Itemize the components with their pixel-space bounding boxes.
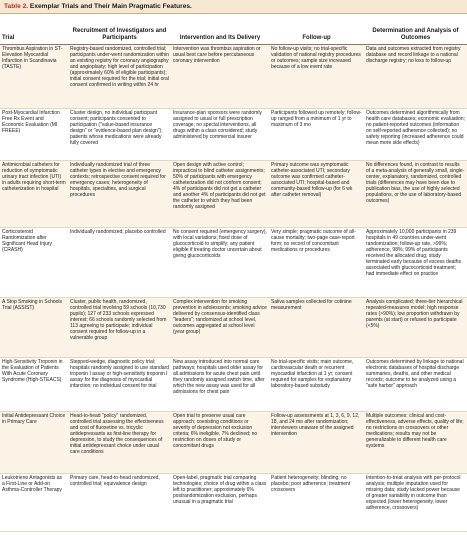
table-row	[0, 474, 467, 532]
cell-outcomes: Multiple outcomes: clinical and cost-effectiveness, adverse effects, quality of life; no restrictions on crossovers or other medications; results may not be generalizable to different health care systems	[364, 412, 467, 474]
cell-recruitment: Cluster, public health, randomized, controlled trial involving 59 schools (10,730 pupils); 127 of 233 schools expressed interest; 66 schools randomly selected from 113 agreeing to participate; individual consent required for follow-up in a vulnerable group	[68, 298, 171, 358]
table-row	[0, 161, 467, 228]
cell-recruitment: Individually randomized trial of three catheter types in elective and emergency contexts; retrospective consent required for emergency cases; heterogeneity of hospitals, specialties, and surgical procedures	[68, 161, 171, 228]
cell-intervention: New assay introduced into normal care pathways; hospitals used older assay for all admissions for acute chest pain until they randomly assigned switch time, after which the new assay was used for all admissions for chest pain	[171, 358, 269, 412]
header-followup: Follow-up	[269, 14, 364, 45]
cell-recruitment: Individually randomized; placebo controlled	[68, 228, 171, 298]
cell-recruitment: Primary care, head-to-head randomized, controlled trial; equivalence design	[68, 474, 171, 532]
cell-trial: A Stop Smoking in Schools Trial (ASSIST)	[0, 298, 68, 358]
cell-recruitment: Head-to-head "policy" randomized, controlled trial assessing the effectiveness and cost of fluoxetine vs. tricyclic antidepressants as first-line therapy for depression, to study the consequences of initial antidepressant choice under usual care conditions	[68, 412, 171, 474]
cell-intervention: Open design with active control; impractical to blind catheter assignments; 50% of participants with emergency catheterization did not conform consent; 4% of participants did not get a catheter and another 4% of participants did not get the catheter to which they had been randomly assigned	[171, 161, 269, 228]
header-trial: Trial	[0, 14, 68, 45]
cell-intervention: No consent required (emergency surgery), with local variations; fixed dose of glucocorticoid to simplify; any patient eligible if treating doctor uncertain about giving glucocorticoids	[171, 228, 269, 298]
cell-followup: Very simple; pragmatic outcome of all-cause mortality; two-page case-report form; no record of concomitant medications or procedures	[269, 228, 364, 298]
header-row	[0, 14, 467, 45]
cell-followup: Follow-up assessments at 1, 3, 6, 9, 12, 18, and 24 mo after randomization; interviewers unaware of the assigned intervention	[269, 412, 364, 474]
cell-intervention: Insurance-plan sponsors were randomly assigned to usual or full prescription coverage; no special interventions, all drugs within a class considered; study administered by commercial insurer	[171, 109, 269, 161]
cell-outcomes: Outcomes determined algorithmically from health care databases; economic evaluation; no patient-reported outcomes (information on self-reported adherence collected); no safety reporting (increased adherence could mean more side effects)	[364, 109, 467, 161]
cell-followup: Saliva samples collected for cotinine measurement	[269, 298, 364, 358]
table-number: Table 2.	[4, 3, 29, 10]
cell-outcomes: Outcomes determined by linkage to national electronic databases of hospital discharge summaries, deaths, and other medical records; outcome to be analyzed using a "safe harbor" approach	[364, 358, 467, 412]
table-row	[0, 298, 467, 358]
cell-trial: Initial Antidepressant Choice in Primary Care	[0, 412, 68, 474]
cell-outcomes: No differences found, in contrast to results of a meta-analysis of generally small, single-center, explanatory, randomized, controlled trials (differences may have been due to publication bias, the use of highly selected populations, or the use of laboratory-based outcomes)	[364, 161, 467, 228]
cell-followup: Primary outcome was symptomatic catheter-associated UTI; secondary outcome was confirmed catheter-associated UTI; hospital-based and community-based follow-up (for 6 wk after catheter removal)	[269, 161, 364, 228]
cell-intervention: Intervention was thrombus aspiration or usual best care before percutaneous coronary intervention	[171, 45, 269, 109]
cell-intervention: Complex intervention for smoking prevention in adolescents; smoking advice delivered by consensus-identified class "leaders"; randomized at school level, outcomes aggregated at school level (year group)	[171, 298, 269, 358]
cell-trial: High-Sensitivity Troponin in the Evaluation of Patients With Acute Coronary Syndrome (High-STEACS)	[0, 358, 68, 412]
header-intervention: Intervention and Its Delivery	[171, 14, 269, 45]
header-recruitment: Recruitment of Investigators and Participants	[68, 14, 171, 45]
table-row	[0, 412, 467, 474]
cell-intervention: Open-label, pragmatic trial comparing technologies; choice of drug within a class left to practitioner; approximately 6% postrandomization exclusion, perhaps unusual in a pragmatic trial	[171, 474, 269, 532]
cell-followup: Participants followed up remotely; follow-up ranged from a minimum of 1 yr to maximum of 3 mo	[269, 109, 364, 161]
cell-recruitment: Stepped-wedge, diagnostic policy trial; hospitals randomly assigned to use standard troponin I assay or high-sensitivity troponin I assay for the diagnosis of myocardial infarction; no individual consent for trial	[68, 358, 171, 412]
table-title-bar	[0, 0, 467, 14]
cell-trial: Antimicrobial catheters for reduction of symptomatic urinary tract infection (UTI) in adults requiring short-term catheterization in hospital	[0, 161, 68, 228]
cell-trial: Thrombus Aspiration in ST-Elevation Myocardial Infarction in Scandinavia (TASTE)	[0, 45, 68, 109]
cell-trial: Leukotriene Antagonists as a First-Line or Add-on Asthma-Controller Therapy	[0, 474, 68, 532]
table-row	[0, 109, 467, 161]
cell-trial: Corticosteroid Randomization after Significant Head Injury (CRASH)	[0, 228, 68, 298]
table-title: Exemplar Trials and Their Main Pragmatic Features.	[29, 3, 192, 10]
cell-followup: No follow-up visits; no trial-specific validation of national registry procedures or outcomes; sample size increased because of a low event rate	[269, 45, 364, 109]
cell-followup: Patient heterogeneity; blinding; no placebo; poor adherence; treatment crossovers	[269, 474, 364, 532]
table-row	[0, 358, 467, 412]
cell-intervention: Open trial to preserve usual care approach; coexisting conditions or severity of depression not exclusion criteria; 6% ineligible, 7% declined; no restriction on doses of study or concomitant drugs	[171, 412, 269, 474]
trials-table	[0, 14, 467, 532]
cell-followup: No trial-specific visits; main outcome, cardiovascular death or recurrent myocardial infarction at 1 yr; consent required for samples for explanatory laboratory-based substudy	[269, 358, 364, 412]
table-row	[0, 45, 467, 109]
cell-outcomes: Approximately 10,000 participants in 239 hospitals in 49 countries under-went randomization; follow-up rate, >99%; adherence, 98%; 99% of participants received the allocated drug; study terminated early because of excess deaths associated with glucocorticoid treatment; had immediate effect on practice	[364, 228, 467, 298]
cell-trial: Post-Myocardial Infarction Free Rx Event and Economic Evaluation (MI FREEE)	[0, 109, 68, 161]
cell-recruitment: Registry-based randomized, controlled trial; participants under-went randomization within an existing registry for coronary angiography and angioplasty; high level of participation (approximately 60% of eligible participants); initial consent required for the trial; initial oral consent confirmed in writing within 24 hr	[68, 45, 171, 109]
table-row	[0, 228, 467, 298]
cell-recruitment: Cluster design, no individual participant consent; participants consented to participation ("value-based insurance design" or "evidence-based plan design"); patients whose medications were already fully covered	[68, 109, 171, 161]
cell-outcomes: Data and outcomes extracted from registry database and record linkage to a national discharge registry; no loss to follow-up	[364, 45, 467, 109]
cell-outcomes: Intention-to-treat analysis with per-protocol analysis; multiple imputation used for missing data; study lacked power because of greater variability in outcome than expected (lower heterogeneity, lower adherence, crossovers)	[364, 474, 467, 532]
cell-outcomes: Analysis complicated; three-tier hierarchical repeated-measures model; high response rates (>90%); low proportion withdrawn by parents (at start) or refused to participate (<5%)	[364, 298, 467, 358]
header-outcomes: Determination and Analysis of Outcomes	[364, 14, 467, 45]
